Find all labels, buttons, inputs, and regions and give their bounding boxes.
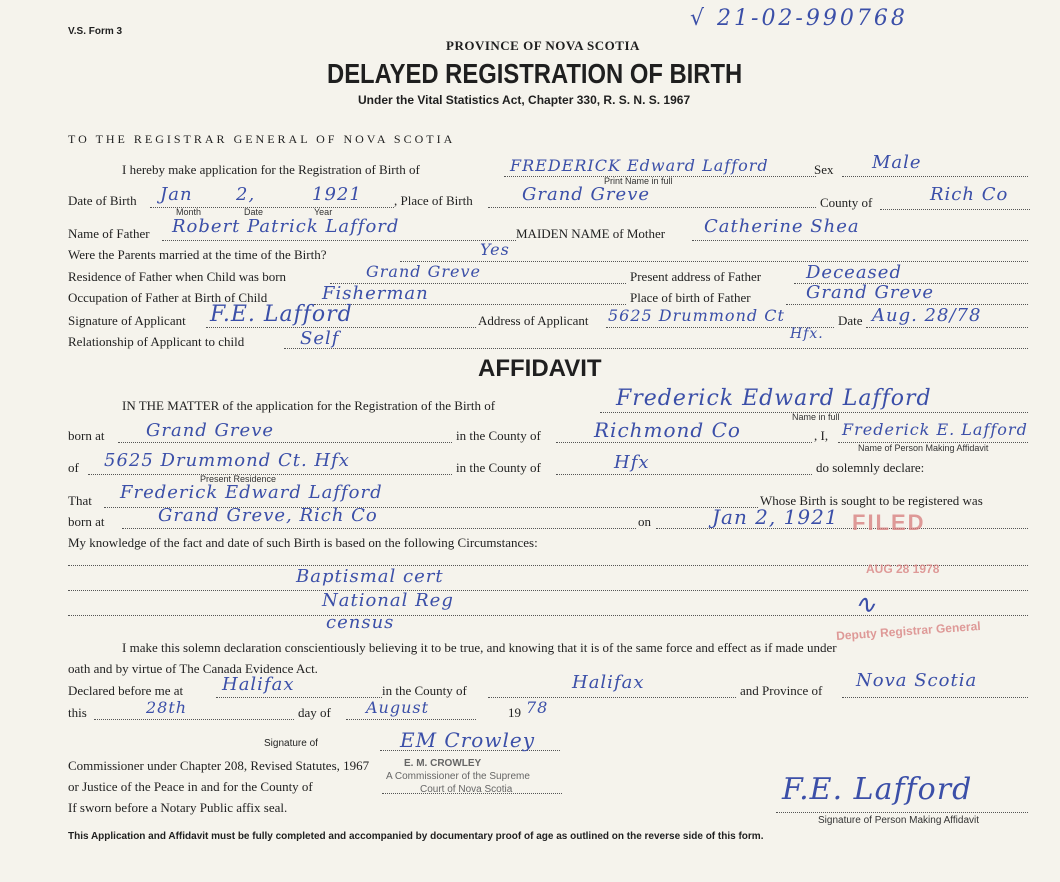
commissioner-label: Commissioner under Chapter 208, Revised Statutes, 1967 (68, 758, 370, 773)
intro-label: I hereby make application for the Registration of Birth of (122, 162, 420, 177)
married-label: Were the Parents married at the time of the Birth? (68, 247, 327, 262)
matter-label: IN THE MATTER of the application for the Registration of the Birth of (122, 398, 496, 413)
of-value: 5625 Drummond Ct. Hfx (104, 450, 350, 471)
county-label-4: in the County of (382, 683, 467, 698)
filed-date-stamp: AUG 28 1978 (866, 562, 940, 576)
footer-note: This Application and Affidavit must be fully completed and accompanied by documentary proof of age as outlined on the reverse side of this form. (68, 831, 764, 842)
child-name: FREDERICK Edward Lafford (510, 156, 769, 175)
dob-month: Jan (160, 184, 193, 205)
this-label: this (68, 705, 87, 720)
year-prefix: 19 (508, 705, 521, 720)
form-code: V.S. Form 3 (68, 26, 123, 37)
on-label: on (638, 514, 651, 529)
justice-label: or Justice of the Peace in and for the County of (68, 779, 313, 794)
place-label: , Place of Birth (394, 193, 473, 208)
that-value: Frederick Edward Lafford (120, 482, 383, 503)
caption-residence: Present Residence (200, 474, 277, 484)
born-at-value: Grand Greve (146, 420, 275, 441)
sex-value: Male (872, 152, 922, 173)
pob-father-label: Place of birth of Father (630, 290, 751, 305)
date-value: Aug. 28/78 (872, 305, 982, 326)
affidavit-heading: AFFIDAVIT (478, 355, 602, 382)
sex-label: Sex (814, 162, 834, 177)
county-value-3: Hfx (614, 452, 650, 473)
matter-value: Frederick Edward Lafford (616, 386, 932, 411)
born-at-label-2: born at (68, 514, 105, 529)
i-value: Frederick E. Lafford (842, 420, 1028, 439)
form-title: DELAYED REGISTRATION OF BIRTH (327, 58, 743, 89)
affiant-signature: F.E. Lafford (782, 772, 973, 807)
relationship-value: Self (300, 328, 340, 349)
dob-day: 2, (236, 184, 256, 205)
commissioner-signature: EM Crowley (400, 728, 535, 752)
relationship-label: Relationship of Applicant to child (68, 334, 245, 349)
that-label: That (68, 493, 92, 508)
province-label: and Province of (740, 683, 823, 698)
county-label-2: in the County of (456, 428, 541, 443)
county-value-2: Richmond Co (594, 418, 741, 442)
declared-label: Declared before me at (68, 683, 184, 698)
dob-label: Date of Birth (68, 193, 137, 208)
circumstance-1: Baptismal cert (296, 566, 444, 587)
caption-name-in-full: Name in full (792, 412, 840, 422)
solemn-line-2: oath and by virtue of The Canada Evidence Act. (68, 661, 318, 676)
occupation-label: Occupation of Father at Birth of Child (68, 290, 268, 305)
deputy-registrar-stamp: Deputy Registrar General (835, 618, 982, 644)
day-value: August (366, 698, 430, 717)
caption-person: Name of Person Making Affidavit (858, 443, 989, 453)
born-at-value-2: Grand Greve, Rich Co (158, 505, 378, 526)
caption-date: Date (244, 207, 264, 217)
province-value: Nova Scotia (856, 670, 978, 691)
mother-label: MAIDEN NAME of Mother (516, 226, 666, 241)
whose-label: Whose Birth is sought to be registered was (760, 493, 983, 508)
province-heading: PROVINCE OF NOVA SCOTIA (446, 38, 640, 53)
married-value: Yes (480, 240, 510, 259)
filed-stamp: FILED (852, 510, 926, 535)
circumstance-2: National Reg (322, 590, 454, 611)
commissioner-stamp-line-1: A Commissioner of the Supreme (386, 771, 530, 782)
dob-year: 1921 (312, 184, 362, 205)
present-addr-label: Present address of Father (630, 269, 762, 284)
commissioner-stamp-name: E. M. CROWLEY (404, 758, 482, 769)
county-label: County of (820, 195, 873, 210)
commissioner-stamp-line-2: Court of Nova Scotia (420, 784, 513, 795)
circumstance-3: census (326, 612, 395, 633)
place-value: Grand Greve (522, 184, 651, 205)
applicant-signature: F.E. Lafford (210, 302, 353, 327)
address-label: Address of Applicant (478, 313, 589, 328)
sig-of-label: Signature of (264, 738, 318, 749)
residence-value: Grand Greve (366, 262, 482, 281)
form-subtitle: Under the Vital Statistics Act, Chapter 330, R. S. N. S. 1967 (358, 93, 691, 107)
on-value: Jan 2, 1921 (712, 505, 839, 529)
address-value-2: Hfx. (790, 326, 824, 342)
caption-person-signature: Signature of Person Making Affidavit (818, 815, 980, 826)
to-registrar: TO THE REGISTRAR GENERAL OF NOVA SCOTIA (68, 132, 456, 146)
residence-label: Residence of Father when Child was born (68, 269, 287, 284)
father-value: Robert Patrick Lafford (172, 216, 400, 237)
year-value: 78 (526, 698, 549, 717)
caption-print-name: Print Name in full (604, 176, 673, 186)
sig-label: Signature of Applicant (68, 313, 186, 328)
declared-value: Halifax (222, 674, 295, 695)
of-label: of (68, 460, 79, 475)
county-label-3: in the County of (456, 460, 541, 475)
father-label: Name of Father (68, 226, 150, 241)
pob-father-value: Grand Greve (806, 282, 935, 303)
notary-label: If sworn before a Notary Public affix seal. (68, 800, 288, 815)
file-number: √ 21-02-990768 (690, 6, 908, 31)
day-label: day of (298, 705, 331, 720)
caption-year: Year (314, 207, 333, 217)
i-label: , I, (814, 428, 829, 443)
knowledge-label: My knowledge of the fact and date of such Birth is based on the following Circumstances: (68, 535, 538, 550)
caption-month: Month (176, 207, 202, 217)
mother-value: Catherine Shea (704, 216, 860, 237)
county-value-4: Halifax (572, 672, 645, 693)
solemn-line-1: I make this solemn declaration conscientiously believing it to be true, and knowing that it is of the same force and effect as if made under (122, 640, 837, 655)
this-value: 28th (146, 698, 188, 717)
date-label: Date (838, 313, 863, 328)
born-at-label: born at (68, 428, 105, 443)
address-value: 5625 Drummond Ct (608, 306, 785, 325)
declare-label: do solemnly declare: (816, 460, 925, 475)
present-addr-value: Deceased (806, 262, 902, 283)
occupation-value: Fisherman (322, 283, 429, 304)
county-value: Rich Co (930, 184, 1009, 205)
registrar-signature-mark: ∿ (854, 590, 877, 620)
